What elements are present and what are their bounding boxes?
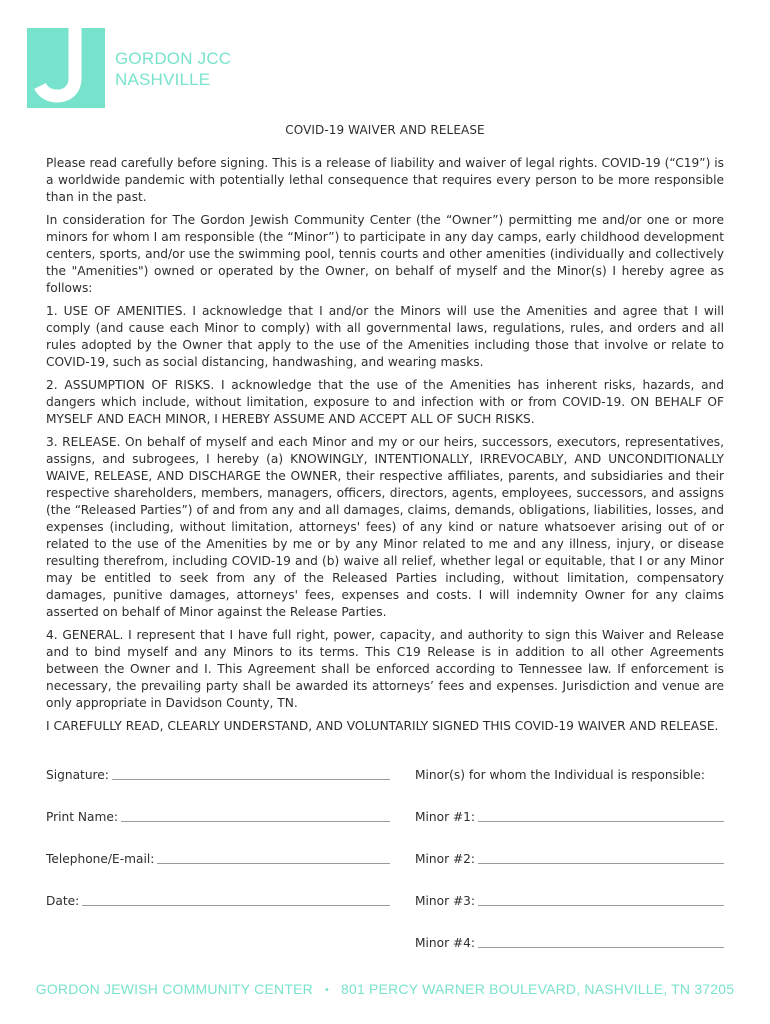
print-name-field[interactable]	[46, 810, 390, 824]
minor-4-line[interactable]	[478, 946, 724, 948]
signature-field[interactable]	[46, 768, 390, 782]
consideration-paragraph: In consideration for The Gordon Jewish Community Center (the “Owner”) permitting me and/or one or more minors for whom I am responsible (the “Minor”) to participate in any day camps, early childhood development centers, sports, and/or use the swimming pool, tennis courts and other amenities (individually and collectively the "Amenities") owned or operated by the Owner, on behalf of myself and the Minor(s) I hereby agree as follows:	[46, 213, 724, 295]
acknowledgement-paragraph: I CAREFULLY READ, CLEARLY UNDERSTAND, AND VOLUNTARILY SIGNED THIS COVID-19 WAIVER AND RELEASE.	[46, 719, 719, 733]
footer-separator-icon: •	[324, 984, 329, 996]
intro-paragraph: Please read carefully before signing. This is a release of liability and waiver of legal rights. COVID-19 (“C19”) is a worldwide pandemic with potentially lethal consequence that requires every person to be more responsible than in the past.	[46, 156, 724, 204]
footer-address: 801 PERCY WARNER BOULEVARD, NASHVILLE, TN 37205	[341, 981, 735, 997]
telephone-email-field[interactable]	[46, 852, 390, 866]
use-of-amenities-paragraph: 1. USE OF AMENITIES. I acknowledge that I and/or the Minors will use the Amenities and agree that I will comply (and cause each Minor to comply) with all governmental laws, regulations, rules, and orders and all rules adopted by the Owner that apply to the use of the Amenities including those that involve or relate to COVID-19, such as social distancing, handwashing, and wearing masks.	[46, 304, 724, 369]
minor-1-field[interactable]	[415, 810, 724, 824]
general-paragraph: 4. GENERAL. I represent that I have full right, power, capacity, and authority to sign this Waiver and Release and to bind myself and any Minors to its terms. This C19 Release is in addition to all other Agreements between the Owner and I. This Agreement shall be enforced according to Tennessee law. If enforcement is necessary, the prevailing party shall be awarded its attorneys’ fees and expenses. Jurisdiction and venue are only appropriate in Davidson County, TN.	[46, 628, 724, 710]
minor-2-line[interactable]	[478, 862, 724, 864]
minor-2-field[interactable]	[415, 852, 724, 866]
telephone-email-label: Telephone/E-mail:	[46, 852, 155, 866]
minor-1-line[interactable]	[478, 820, 724, 822]
jcc-logo	[27, 28, 231, 108]
footer-organization: GORDON JEWISH COMMUNITY CENTER	[35, 981, 313, 997]
date-line[interactable]	[82, 904, 390, 906]
telephone-email-line[interactable]	[157, 862, 390, 864]
document-title: COVID-19 WAIVER AND RELEASE	[285, 123, 485, 137]
minor-1-label: Minor #1:	[415, 810, 476, 824]
j-logo-icon	[27, 28, 105, 108]
print-name-label: Print Name:	[46, 810, 118, 824]
minor-2-label: Minor #2:	[415, 852, 476, 866]
assumption-of-risks-paragraph: 2. ASSUMPTION OF RISKS. I acknowledge that the use of the Amenities has inherent risks, hazards, and dangers which include, without limitation, exposure to and infection with or from COVID-19. ON BEHALF OF MYSELF AND EACH MINOR, I HEREBY ASSUME AND ACCEPT ALL OF SUCH RISKS.	[46, 378, 724, 426]
date-field[interactable]	[46, 894, 390, 908]
logo-city: NASHVILLE	[115, 70, 211, 89]
footer	[0, 981, 770, 997]
logo-text	[115, 48, 231, 90]
release-paragraph: 3. RELEASE. On behalf of myself and each Minor and my or our heirs, successors, executors, representatives, assigns, and subrogees, I hereby (a) KNOWINGLY, INTENTIONALLY, IRREVOCABLY, AND UNCONDITIONALLY WAIVE, RELEASE, AND DISCHARGE the OWNER, their respective affiliates, parents, and subsidiaries and their respective shareholders, members, managers, officers, directors, agents, employees, successors, and assigns (the “Released Parties”) of and from any and all damages, claims, demands, obligations, liabilities, losses, and expenses (including, without limitation, attorneys' fees) of any kind or nature whatsoever arising out of or related to the use of the Amenities by me or by any Minor related to me and any illness, injury, or disease resulting therefrom, including COVID-19 and (b) waive all relief, whether legal or equitable, that I or any Minor may be entitled to seek from any of the Released Parties including, without limitation, compensatory damages, punitive damages, attorneys' fees, expenses and costs. I will indemnity Owner for any claims asserted on behalf of Minor against the Release Parties.	[46, 435, 724, 619]
logo-name: GORDON JCC	[115, 49, 232, 68]
signature-label: Signature:	[46, 768, 109, 782]
minor-4-field[interactable]	[415, 936, 724, 950]
minors-header: Minor(s) for whom the Individual is responsible:	[415, 768, 706, 782]
minor-3-field[interactable]	[415, 894, 724, 908]
print-name-line[interactable]	[121, 820, 390, 822]
waiver-body	[46, 155, 724, 741]
minor-4-label: Minor #4:	[415, 936, 476, 950]
signature-line[interactable]	[112, 778, 390, 780]
minor-3-line[interactable]	[478, 904, 724, 906]
minor-3-label: Minor #3:	[415, 894, 476, 908]
date-label: Date:	[46, 894, 80, 908]
